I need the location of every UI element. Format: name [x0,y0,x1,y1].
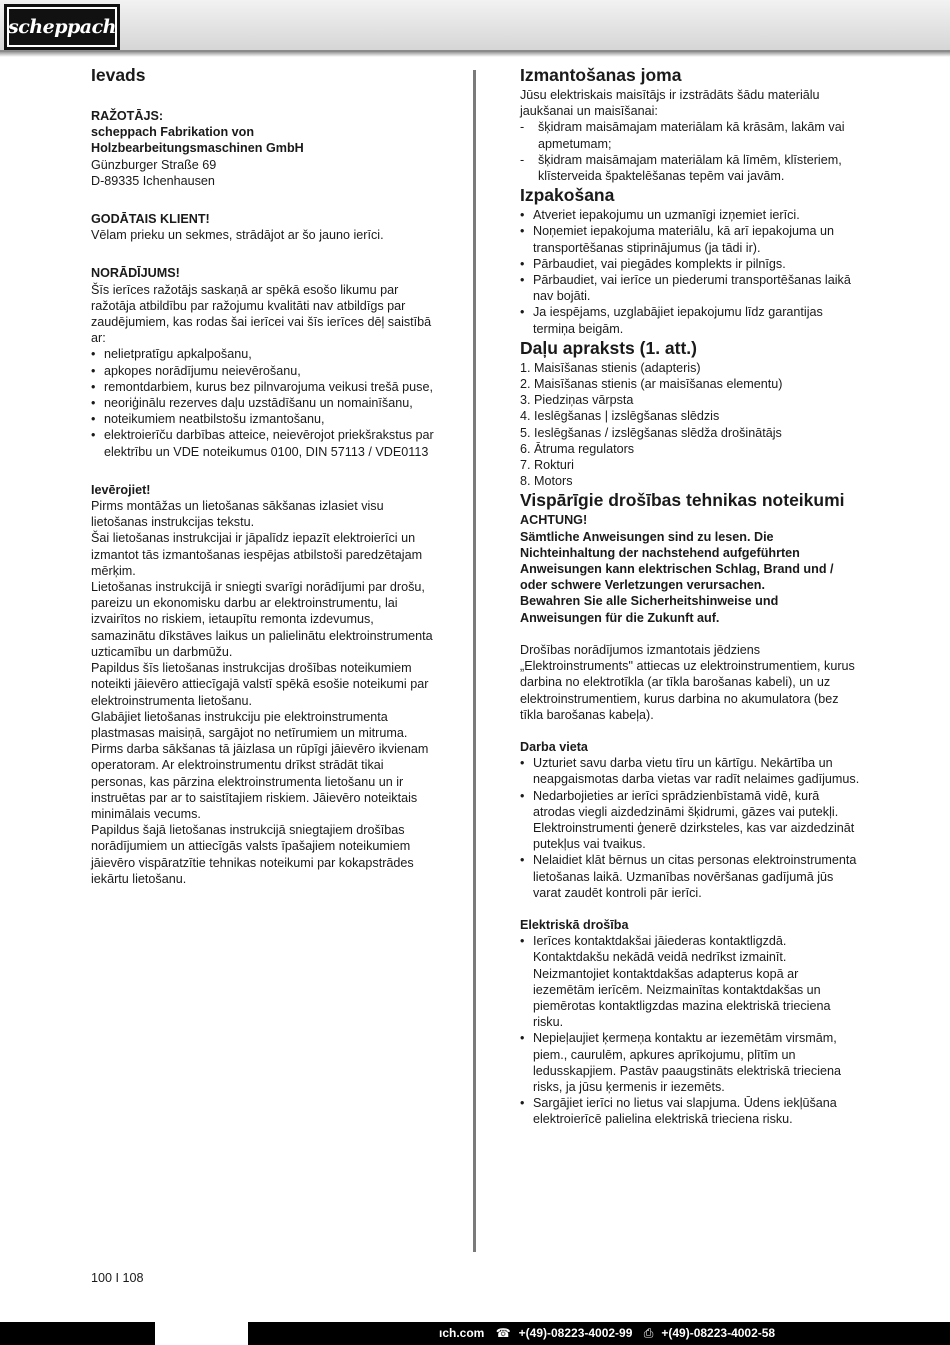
safety-german-1: Sämtliche Anweisungen sind zu lesen. Die Nichteinhaltung der nachstehend aufgeführten Anweisungen kann elektrischen Schlag, Brand und / oder schwere Verletzungen verursachen. [520,529,834,593]
intro-title: Ievads [91,65,146,85]
list-item: - šķidram maisāmajam materiālam kā līmēm, klīsteriem, klīsterveida špaktelēšanas tepēm vai javām. [520,152,860,184]
list-item: • Nelaidiet klāt bērnus un citas personas elektroinstrumenta lietošanas laikā. Uzmanības novēršanas gadījumā jūs varat zaudēt kontroli pār ierīci. [520,852,860,901]
page-number: 100 I 108 [91,1271,144,1285]
notice-block [91,265,436,459]
list-item [520,360,860,376]
paragraph: Pirms montāžas un lietošanas sākšanas izlasiet visu lietošanas instrukcijas tekstu. [91,499,384,530]
part-number: 8. [520,474,531,489]
list-item [520,392,860,408]
list-item [520,457,860,473]
notice-label: NORĀDĪJUMS! [91,266,180,281]
right-column [520,64,860,1128]
part-number: 7. [520,458,531,473]
list-item [520,441,860,457]
brand-logo [4,4,120,50]
header-bar [0,0,950,52]
manufacturer-name-line-2: Holzbearbeitungsmaschinen GmbH [91,141,304,156]
logo-text: scheppach [8,16,116,38]
list-item: • Sargājiet ierīci no lietus vai slapjuma. Ūdens iekļūšana elektroierīcē palielina elektriskā trieciena risku. [520,1095,860,1127]
usage-list [520,119,860,184]
manufacturer-name-line-1: scheppach Fabrikation von [91,125,255,140]
footer-gap [155,1322,248,1345]
list-item: • noteikumiem neatbilstošu izmantošanu, [91,411,436,427]
part-label: Rokturi [534,458,574,473]
paragraph: Papildus šīs lietošanas instrukcijas drošības noteikumiem noteikti jāievēro attiecīgajā valstī spēkā esošie noteikumi par elektroinstrumenta lietošanu. [91,661,429,708]
header-shadow [0,52,950,57]
list-item: • Noņemiet iepakojuma materiālu, kā arī iepakojuma un transportēšanas stiprinājumus (ja tādi ir). [520,223,860,255]
notice-text: Šīs ierīces ražotājs saskaņā ar spēkā esošo likumu par ražotāja atbildību par ražojumu kvalitāti nav atbildīgs par zaudējumiem, kas rodas šai ierīcei vai šīs ierīces dēļ saistībā ar: [91,282,432,346]
workplace-list [520,755,860,901]
part-label: Maisīšanas stienis (ar maisīšanas elementu) [534,377,783,392]
part-label: Ieslēgšanas / izslēgšanas slēdža drošinātājs [534,425,782,440]
part-label: Maisīšanas stienis (adapteris) [534,360,701,375]
paragraph: Glabājiet lietošanas instrukciju pie elektroinstrumenta plastmasas maisiņā, sargājot no netīrumiem un mitruma. Pirms darba sākšanas tā jāizlasa un rūpīgi jāievēro ikvienam operatoram. Ar elektroinstrumentu drīkst strādāt tikai personas, kas pārzina elektroinstrumenta lietošanu un ir instruētas par ar to saistītajiem riskiem. Jāievēro noteiktais minimālais vecums. [91,709,429,821]
part-label: Ātruma regulators [534,441,635,456]
list-item: • apkopes norādījumu neievērošanu, [91,363,436,379]
phone-number: +(49)-08223-4002-99 [518,1326,633,1340]
paragraph: Šai lietošanas instrukcijai ir jāpalīdz iepazīt elektroierīci un izmantot tās izmantošanas iespējas atbilstoši paredzētajam mērķim. [91,531,423,578]
list-item: • Nepieļaujiet ķermeņa kontaktu ar iezemētām virsmām, piem., caurulēm, apkures aprīkojumu, plītīm un ledusskapjiem. Pastāv paaugstināts elektriskā trieciena risks, ja jūsu ķermenis ir iezemēts. [520,1030,860,1095]
safety-title: Vispārīgie drošības tehnikas noteikumi [520,490,845,511]
list-item: • Atveriet iepakojumu un uzmanīgi izņemiet ierīci. [520,207,860,223]
customer-text: Vēlam prieku un sekmes, strādājot ar šo jauno ierīci. [91,228,384,243]
manufacturer-block [91,108,436,189]
list-item: • remontdarbiem, kurus bez pilnvarojuma veikusi trešā puse, [91,379,436,395]
list-item: - šķidram maisāmajam materiālam kā krāsām, lakām vai apmetumam; [520,119,860,151]
list-item [520,473,860,489]
notice-list [91,346,436,459]
paragraph: Lietošanas instrukcijā ir sniegti svarīgi norādījumi par drošu, pareizu un ekonomisku darbu ar elektroinstrumentu, lai izvairītos no riskiem, ietaupītu remonta izdevumus, samazinātu dīkstāves laikus un palielinātu elektroinstrumenta uzticamību un darbmūžu. [91,580,433,659]
electrical-title: Elektriskā drošība [520,917,629,932]
usage-title: Izmantošanas joma [520,65,682,85]
part-label: Piedziņas vārpsta [534,393,634,408]
fax-number: +(49)-08223-4002-58 [661,1326,776,1340]
part-number: 1. [520,360,531,375]
column-divider [473,70,476,1252]
part-label: Ieslēgšanas | izslēgšanas slēdzis [534,409,720,424]
list-item [520,408,860,424]
list-item [520,376,860,392]
attention-block [91,482,436,887]
usage-intro: Jūsu elektriskais maisītājs ir izstrādāts šādu materiālu jaukšanai un maisīšanai: [520,88,820,119]
safety-german-2: Bewahren Sie alle Sicherheitshinweise und Anweisungen für die Zukunft auf. [520,594,779,625]
left-column [91,64,436,887]
website-link[interactable]: ıch.com [439,1326,485,1340]
list-item [520,425,860,441]
list-item: • Pārbaudiet, vai piegādes komplekts ir pilnīgs. [520,256,860,272]
unpack-title: Izpakošana [520,185,615,206]
part-number: 5. [520,425,531,440]
parts-title: Daļu apraksts (1. att.) [520,337,697,358]
part-label: Motors [534,474,573,489]
part-number: 4. [520,409,531,424]
manufacturer-label: RAŽOTĀJS: [91,109,164,123]
workplace-title: Darba vieta [520,739,588,754]
list-item: • Ja iespējams, uzglabājiet iepakojumu līdz garantijas termiņa beigām. [520,304,860,336]
list-item: • nelietpratīgu apkalpošanu, [91,346,436,362]
footer-contact [439,1325,783,1341]
fax-icon: ⎙ [643,1326,654,1340]
customer-label: GODĀTAIS KLIENT! [91,212,210,227]
part-number: 2. [520,377,531,392]
list-item: • Pārbaudiet, vai ierīce un piederumi transportēšanas laikā nav bojāti. [520,272,860,304]
list-item: • elektroierīču darbības atteice, neievērojot priekšrakstus par elektrību un VDE noteikumus 0100, DIN 57113 / VDE0113 [91,427,436,459]
attention-label: Ievērojiet! [91,482,151,497]
customer-block [91,211,436,243]
logo-frame [7,7,117,47]
unpack-list [520,207,860,337]
address-line-1: Günzburger Straße 69 [91,157,217,172]
list-item: • neoriģinālu rezerves daļu uzstādīšanu un nomainīšanu, [91,395,436,411]
phone-icon: ☎ [495,1326,511,1340]
safety-intro: Drošības norādījumos izmantotais jēdziens „Elektroinstruments" attiecas uz elektroinstrumentiem, kurus darbina no elektrotīkla (ar tīkla barošanas kabeli), un uz elektroinstrumentiem, kurus darbina no akumulatora (bez tīkla barošanas kabeļa). [520,642,855,722]
electrical-list [520,933,860,1127]
part-number: 6. [520,441,531,456]
parts-list [520,360,860,490]
address-line-2: D-89335 Ichenhausen [91,173,215,188]
part-number: 3. [520,393,531,408]
safety-caution: ACHTUNG! [520,513,588,528]
list-item: • Nedarbojieties ar ierīci sprādzienbīstamā vidē, kurā atrodas viegli aizdedzināmi šķidrumi, gāzes vai putekļi. Elektroinstrumenti ģenerē dzirksteles, kas var aizdedzināt putekļus vai tvaikus. [520,788,860,853]
list-item: • Ierīces kontaktdakšai jāiederas kontaktligzdā. Kontaktdakšu nekādā veidā nedrīkst izmainīt. Neizmantojiet kontaktdakšas adapterus kopā ar iezemētām ierīcēm. Neizmainītas kontaktdakšas un piemērotas kontaktligzdas mazina elektriskā trieciena risku. [520,933,860,1030]
paragraph: Papildus šajā lietošanas instrukcijā sniegtajiem drošības norādījumiem un attiecīgās valsts īpašajiem noteikumiem jāievēro vispāratzītie tehnikas noteikumi par kokapstrādes iekārtu lietošanu. [91,823,414,886]
list-item: • Uzturiet savu darba vietu tīru un kārtīgu. Nekārtība un neapgaismotas darba vietas var radīt nelaimes gadījumus. [520,755,860,787]
